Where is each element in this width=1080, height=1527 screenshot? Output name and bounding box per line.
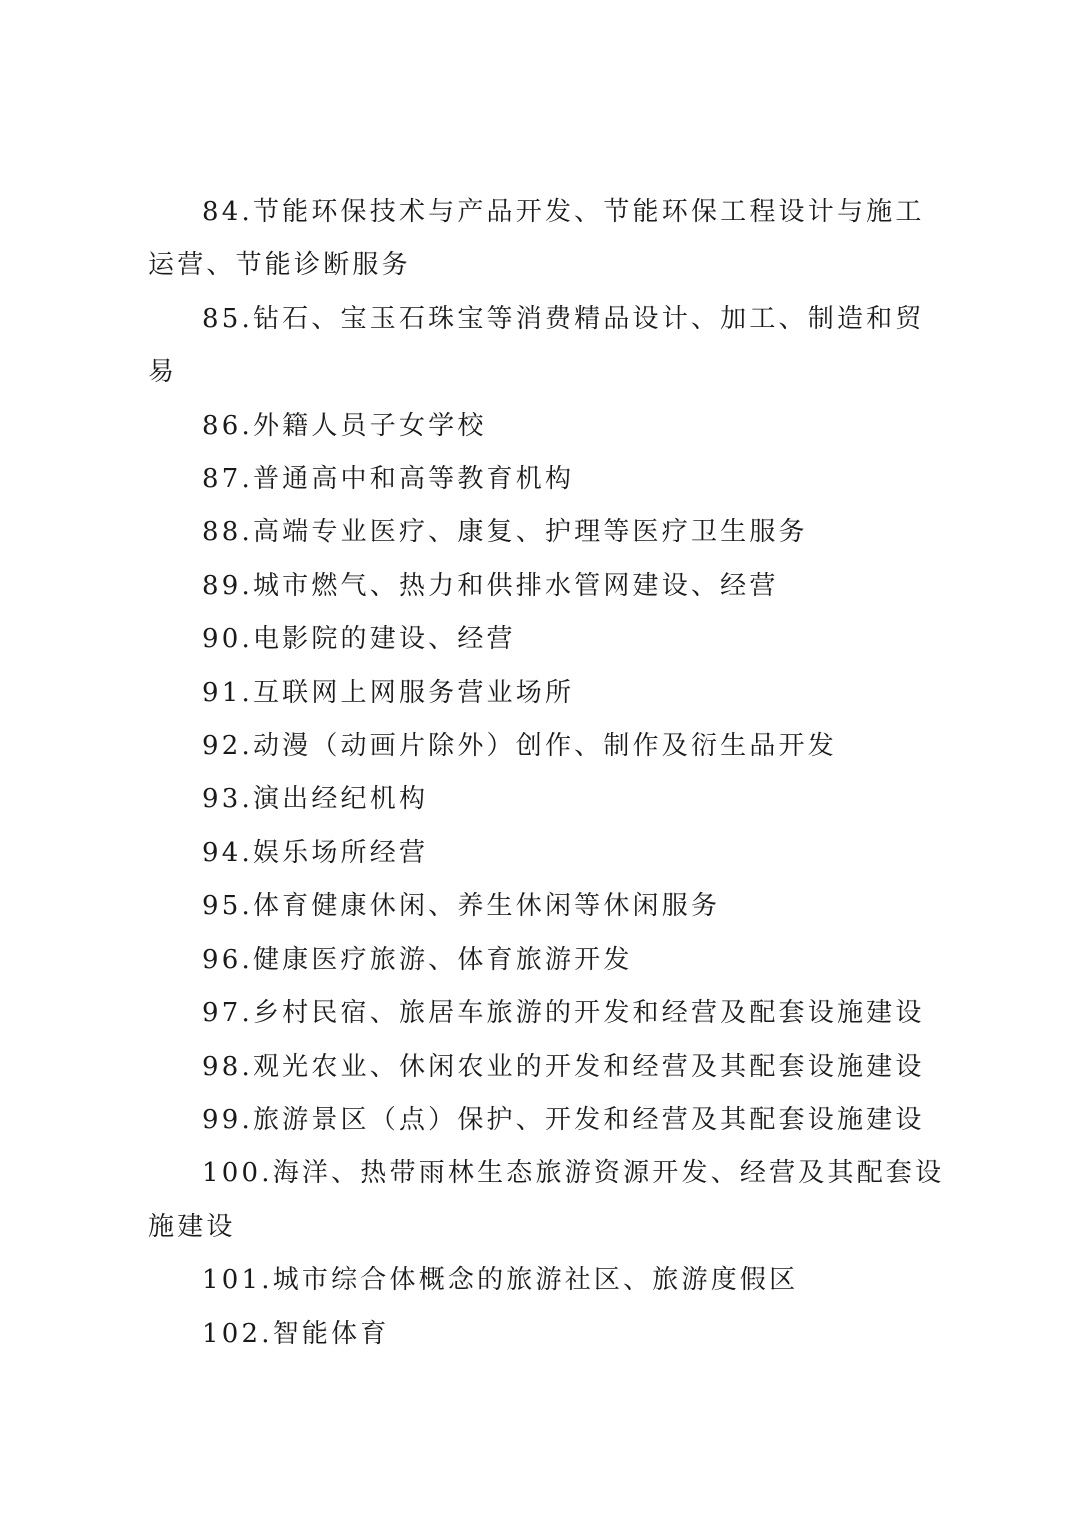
list-item-100: 100.海洋、热带雨林生态旅游资源开发、经营及其配套设施建设	[148, 1158, 945, 1242]
list-item-90: 90.电影院的建设、经营	[202, 624, 516, 655]
list-item-89: 89.城市燃气、热力和供排水管网建设、经营	[202, 570, 779, 601]
list-item-94: 94.娱乐场所经营	[202, 837, 429, 868]
item-list	[148, 186, 948, 1361]
list-item-87: 87.普通高中和高等教育机构	[202, 464, 575, 495]
list-item-91: 91.互联网上网服务营业场所	[202, 677, 575, 708]
list-item-102: 102.智能体育	[202, 1318, 390, 1349]
list-item-97: 97.乡村民宿、旅居车旅游的开发和经营及配套设施建设	[202, 998, 925, 1029]
list-item-95: 95.体育健康休闲、养生休闲等休闲服务	[202, 891, 721, 922]
list-item-96: 96.健康医疗旅游、体育旅游开发	[202, 944, 633, 975]
list-item-85: 85.钻石、宝玉石珠宝等消费精品设计、加工、制造和贸易	[148, 303, 925, 388]
list-item-92: 92.动漫（动画片除外）创作、制作及衍生品开发	[202, 731, 837, 762]
list-item-99: 99.旅游景区（点）保护、开发和经营及其配套设施建设	[202, 1104, 925, 1135]
list-item-101: 101.城市综合体概念的旅游社区、旅游度假区	[202, 1265, 799, 1296]
list-item-93: 93.演出经纪机构	[202, 784, 429, 815]
list-item-84: 84.节能环保技术与产品开发、节能环保工程设计与施工运营、节能诊断服务	[148, 197, 925, 281]
list-item-88: 88.高端专业医疗、康复、护理等医疗卫生服务	[202, 517, 808, 548]
list-item-98: 98.观光农业、休闲农业的开发和经营及其配套设施建设	[202, 1051, 925, 1082]
list-item-86: 86.外籍人员子女学校	[202, 410, 487, 441]
